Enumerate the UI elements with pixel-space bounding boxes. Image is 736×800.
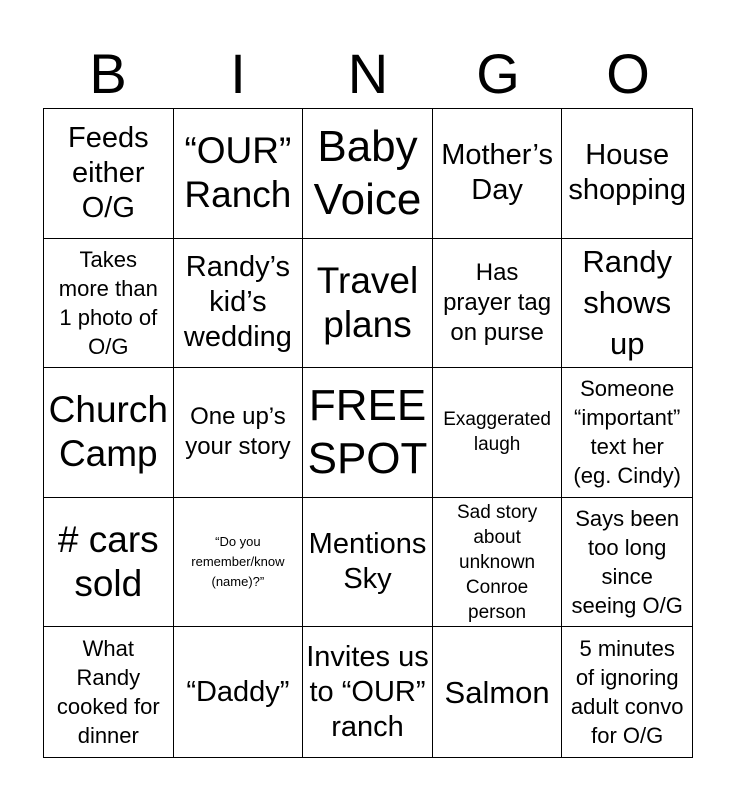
bingo-cell[interactable] [44, 239, 174, 369]
bingo-cell-text: Randy shows up [582, 244, 672, 362]
bingo-cell[interactable] [303, 239, 433, 369]
bingo-cell-text: What Randy cooked for dinner [56, 636, 160, 749]
bingo-cell-text: Feeds either O/G [67, 121, 149, 224]
bingo-cell[interactable] [44, 627, 174, 757]
bingo-header [43, 40, 693, 108]
bingo-cell[interactable] [562, 498, 692, 628]
bingo-cell-text: Baby Voice [313, 122, 422, 225]
bingo-cell[interactable] [174, 368, 304, 498]
bingo-cell[interactable] [303, 627, 433, 757]
bingo-cell[interactable] [174, 239, 304, 369]
bingo-cell[interactable] [303, 368, 433, 498]
bingo-cell-text: “Do you remember/know (name)?” [191, 534, 285, 590]
bingo-cell-text: House shopping [568, 139, 687, 207]
bingo-cell[interactable] [433, 498, 563, 628]
bingo-cell[interactable] [174, 498, 304, 628]
bingo-cell-text: Someone “important” text her (eg. Cindy) [573, 376, 681, 489]
bingo-cell-text: Church Camp [48, 389, 168, 475]
bingo-cell[interactable] [433, 627, 563, 757]
bingo-cell[interactable] [44, 109, 174, 239]
bingo-cell[interactable] [174, 109, 304, 239]
bingo-cell-text: Sad story about unknown Conroe person [456, 501, 538, 623]
bingo-cell-text: Has prayer tag on purse [443, 258, 552, 346]
header-letter-g: G [476, 42, 520, 105]
bingo-cell-text: Randy’s kid’s wedding [183, 251, 292, 354]
bingo-board [43, 108, 693, 758]
bingo-cell[interactable] [44, 498, 174, 628]
header-letter-n: N [347, 42, 389, 105]
bingo-cell[interactable] [174, 627, 304, 757]
bingo-cell-text: Exaggerated laugh [443, 409, 551, 456]
bingo-cell-text: Invites us to “OUR” ranch [306, 640, 429, 743]
bingo-cell-text: # cars sold [57, 519, 159, 605]
bingo-cell[interactable] [303, 498, 433, 628]
bingo-cell-text: Travel plans [316, 259, 419, 345]
bingo-cell-text: Says been too long since seeing O/G [571, 506, 683, 619]
bingo-cell[interactable] [562, 109, 692, 239]
bingo-cell[interactable] [433, 368, 563, 498]
header-letter-i: I [230, 42, 246, 105]
bingo-cell-text: Salmon [444, 674, 550, 710]
bingo-cell-text: Mentions Sky [308, 528, 427, 596]
bingo-cell[interactable] [433, 239, 563, 369]
bingo-cell-text: One up’s your story [185, 403, 291, 461]
bingo-cell-text: Takes more than 1 photo of O/G [58, 246, 158, 359]
header-letter-o: O [606, 42, 650, 105]
bingo-cell[interactable] [562, 239, 692, 369]
bingo-cell-text: Mother’s Day [441, 139, 553, 207]
bingo-cell[interactable] [433, 109, 563, 239]
bingo-cell[interactable] [44, 368, 174, 498]
bingo-cell[interactable] [562, 627, 692, 757]
bingo-cell-text: 5 minutes of ignoring adult convo for O/G [570, 636, 684, 749]
bingo-cell-text: FREE SPOT [307, 381, 428, 484]
bingo-cell[interactable] [562, 368, 692, 498]
bingo-cell-text: “OUR” Ranch [184, 130, 292, 216]
bingo-cell[interactable] [303, 109, 433, 239]
header-letter-b: B [89, 42, 127, 105]
bingo-cell-text: “Daddy” [186, 675, 290, 708]
